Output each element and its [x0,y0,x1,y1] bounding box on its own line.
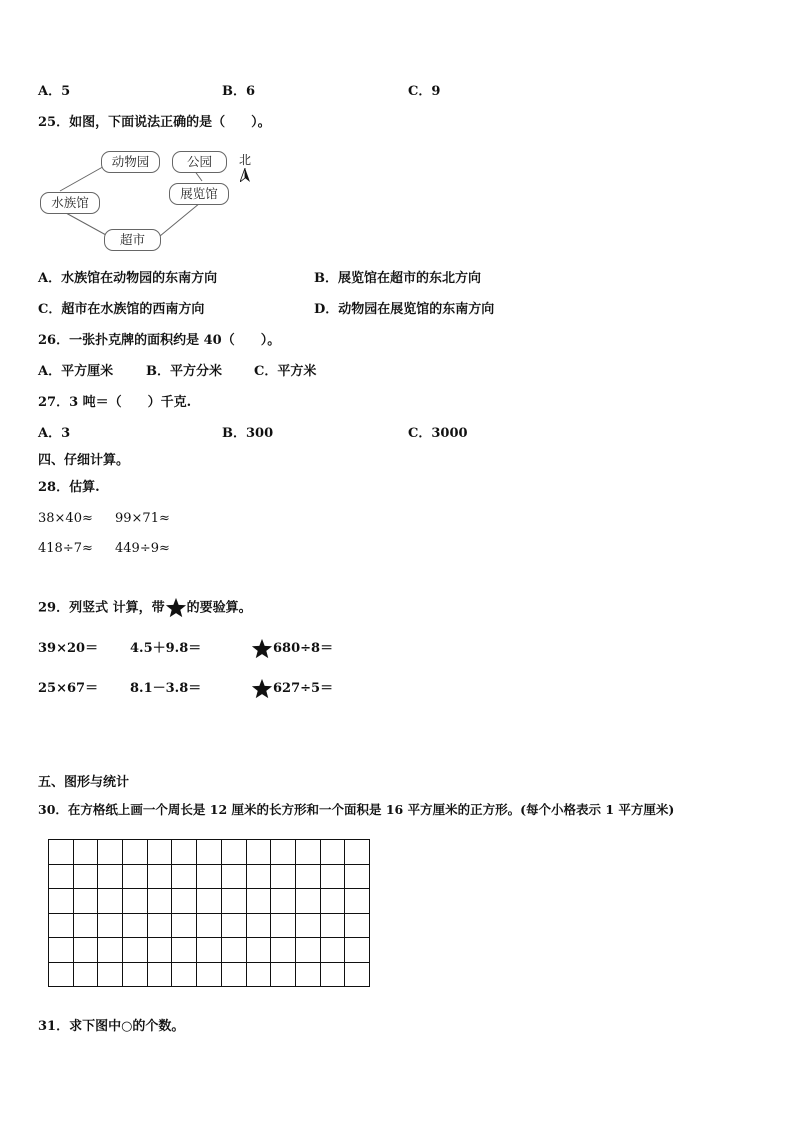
grid-row [49,889,370,914]
map-node-aquarium: 水族馆 [40,192,100,214]
grid-cell [221,864,246,889]
section4-title: 四、仔细计算。 [38,453,130,468]
grid-cell [271,962,296,987]
q29-item-6: 627÷5＝ [273,681,334,696]
grid-cell [345,889,370,914]
q25-option-c: C．超市在水族馆的西南方向 [38,302,205,317]
grid-cell [147,840,172,865]
grid-row [49,938,370,963]
grid-cell [98,938,123,963]
grid-cell [73,840,98,865]
grid-cell [221,840,246,865]
grid-row [49,864,370,889]
q26-option-b: B．平方分米 [146,364,222,379]
grid-cell [98,889,123,914]
q30-question: 30．在方格纸上画一个周长是 12 厘米的长方形和一个面积是 16 平方厘米的正方形。(每个小格表示 1 平方厘米) [38,802,675,817]
grid-cell [172,864,197,889]
grid-cell [172,962,197,987]
q27-option-a: A．3 [38,426,71,441]
q25-option-a: A．水族馆在动物园的东南方向 [38,271,218,286]
grid-cell [197,864,222,889]
q26-option-a: A．平方厘米 [38,364,114,379]
q28-item-1: 38×40≈ [38,511,93,526]
north-arrow-icon [240,168,250,182]
grid-cell [345,962,370,987]
grid-cell [345,938,370,963]
grid-cell [197,913,222,938]
grid-cell [123,840,148,865]
grid-cell [320,962,345,987]
grid-cell [172,913,197,938]
grid-cell [49,864,74,889]
q29-item-4: 25×67＝ [38,681,99,696]
q29-item-2: 4.5＋9.8＝ [130,641,202,656]
grid-cell [320,864,345,889]
grid-cell [271,913,296,938]
grid-cell [221,913,246,938]
grid-cell [123,889,148,914]
grid-cell [271,840,296,865]
grid-cell [172,889,197,914]
grid-cell [295,840,320,865]
q25-option-d: D．动物园在展览馆的东南方向 [314,302,495,317]
star-icon [165,597,187,619]
grid-cell [123,864,148,889]
grid-cell [98,913,123,938]
grid-cell [49,840,74,865]
q29-item-1: 39×20＝ [38,641,99,656]
map-node-park: 公园 [172,151,227,173]
q29-item-3: 680÷8＝ [273,641,334,656]
grid-cell [221,938,246,963]
q29-item-6-wrap [251,677,333,701]
grid-cell [172,938,197,963]
map-node-exhibition: 展览馆 [169,183,229,205]
grid-cell [123,938,148,963]
grid-cell [147,938,172,963]
q25-question: 25．如图，下面说法正确的是（ ）。 [38,115,271,130]
grid-cell [197,840,222,865]
grid-cell [295,938,320,963]
q29-item-5: 8.1－3.8＝ [130,681,202,696]
map-node-zoo: 动物园 [101,151,160,173]
grid-cell [320,840,345,865]
grid-cell [98,864,123,889]
grid-cell [73,938,98,963]
square-grid [48,839,370,987]
grid-cell [73,913,98,938]
grid-cell [49,962,74,987]
grid-cell [221,962,246,987]
q24-option-a: A．5 [38,84,71,99]
grid-cell [73,962,98,987]
grid-cell [246,840,271,865]
grid-cell [221,889,246,914]
grid-cell [320,889,345,914]
grid-cell [98,962,123,987]
q29-item-3-wrap [251,637,333,661]
grid-cell [271,889,296,914]
grid-cell [345,840,370,865]
q25-map [36,144,266,256]
grid-cell [295,913,320,938]
grid-cell [246,938,271,963]
grid-cell [320,913,345,938]
q24-option-c: C．9 [408,84,441,99]
grid-cell [295,864,320,889]
q28-question: 28．估算. [38,480,100,495]
grid-cell [147,962,172,987]
q26-option-c: C．平方米 [254,364,317,379]
grid-cell [147,889,172,914]
grid-cell [123,913,148,938]
grid-cell [197,962,222,987]
q28-item-4: 449÷9≈ [115,541,170,556]
section5-title: 五、图形与统计 [38,775,130,790]
grid-cell [197,889,222,914]
grid-cell [246,913,271,938]
q25-option-b: B．展览馆在超市的东北方向 [314,271,481,286]
grid-row [49,840,370,865]
map-node-supermarket: 超市 [104,229,161,251]
grid-cell [172,840,197,865]
q29-question [38,597,252,619]
grid-cell [295,889,320,914]
grid-cell [246,864,271,889]
grid-cell [345,864,370,889]
grid-cell [73,864,98,889]
grid-cell [345,913,370,938]
q31-question: 31．求下图中○的个数。 [38,1019,185,1034]
q28-item-2: 99×71≈ [115,511,170,526]
q29-question-suffix: 的要验算。 [186,600,252,616]
q26-question: 26．一张扑克牌的面积约是 40（ ）。 [38,333,281,348]
grid-row [49,962,370,987]
grid-cell [147,913,172,938]
q27-option-c: C．3000 [408,426,468,441]
grid-cell [246,962,271,987]
grid-cell [98,840,123,865]
grid-cell [320,938,345,963]
grid-cell [49,889,74,914]
grid-cell [123,962,148,987]
grid-cell [271,938,296,963]
grid-cell [295,962,320,987]
grid-row [49,913,370,938]
grid-cell [197,938,222,963]
q27-question: 27．3 吨＝（ ）千克. [38,395,192,410]
grid-cell [271,864,296,889]
star-icon [251,638,273,660]
north-label: 北 [239,153,252,167]
q27-option-b: B．300 [222,426,274,441]
grid-cell [73,889,98,914]
grid-cell [147,864,172,889]
grid-cell [49,913,74,938]
grid-cell [49,938,74,963]
q24-option-b: B．6 [222,84,256,99]
grid-cell [246,889,271,914]
q28-item-3: 418÷7≈ [38,541,93,556]
q29-question-prefix: 29．列竖式 计算，带 [38,600,165,616]
star-icon [251,678,273,700]
